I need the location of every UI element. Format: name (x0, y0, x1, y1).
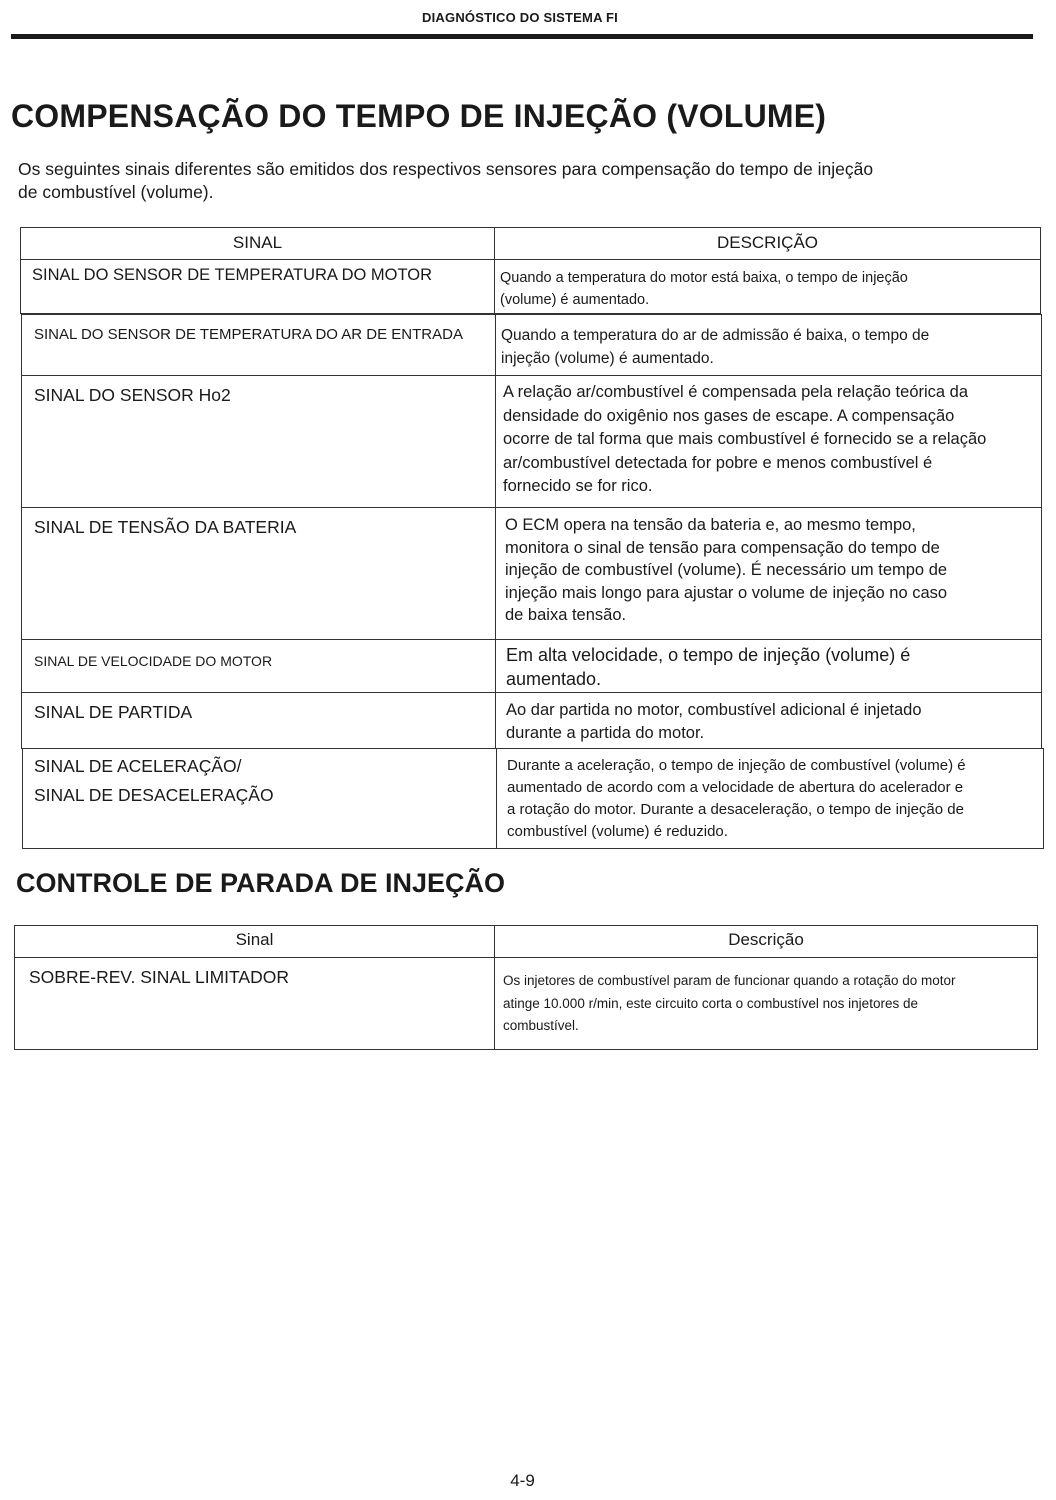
header-rule (11, 34, 1033, 39)
row-signal: SINAL DO SENSOR DE TEMPERATURA DO MOTOR (32, 266, 433, 284)
table-row (495, 507, 1042, 640)
table-row (21, 639, 496, 693)
row-description: A relação ar/combustível é compensada pela relação teórica da densidade do oxigênio nos gases de escape. A compensação ocorre de tal forma que mais combustível é fornecido se a relação ar/combustível detectada for pobre e menos combustível é fornecido se for rico. (503, 383, 987, 495)
table-row (494, 259, 1041, 314)
table-row (21, 692, 496, 749)
table-header-description: DESCRIÇÃO (716, 233, 819, 252)
table-row (20, 259, 495, 314)
row-description: Quando a temperatura do ar de admissão é baixa, o tempo de injeção (volume) é aumentado. (501, 327, 930, 367)
table-row (21, 314, 496, 376)
table-row (496, 748, 1044, 849)
table-row (494, 957, 1038, 1050)
table-header-signal: SINAL (232, 233, 283, 252)
row-description: O ECM opera na tensão da bateria e, ao mesmo tempo, monitora o sinal de tensão para compensação do tempo de injeção de combustível (volume). É necessário um tempo de injeção mais longo para ajustar o volume de injeção no caso de baixa tensão. (505, 516, 948, 624)
table-row (14, 957, 495, 1050)
page-header-title: DIAGNÓSTICO DO SISTEMA FI (422, 10, 618, 25)
row-description: Em alta velocidade, o tempo de injeção (volume) é aumentado. (506, 645, 911, 689)
section-title-injection-compensation: COMPENSAÇÃO DO TEMPO DE INJEÇÃO (VOLUME) (11, 98, 827, 134)
row-signal: SINAL DE VELOCIDADE DO MOTOR (34, 653, 273, 669)
table-header-cell-signal (20, 227, 495, 260)
row-signal: SINAL DE PARTIDA (34, 702, 193, 722)
row-description: Quando a temperatura do motor está baixa, o tempo de injeção (volume) é aumentado. (500, 270, 908, 308)
table-row (495, 639, 1042, 693)
table-row (495, 692, 1042, 749)
page-number: 4-9 (510, 1471, 535, 1490)
table-row (21, 507, 496, 640)
table-header-cell-description (494, 227, 1041, 260)
table-row (495, 314, 1042, 376)
row-signal: SOBRE-REV. SINAL LIMITADOR (29, 967, 289, 987)
intro-paragraph: Os seguintes sinais diferentes são emitidos dos respectivos sensores para compensação do tempo de injeção de combustível (volume). (18, 159, 874, 202)
section-title-injection-stop: CONTROLE DE PARADA DE INJEÇÃO (16, 868, 506, 898)
table-row (495, 375, 1042, 508)
row-description: Durante a aceleração, o tempo de injeção de combustível (volume) é aumentado de acordo com a velocidade de abertura do acelerador e a rotação do motor. Durante a desaceleração, o tempo de injeção de combustível (volume) é reduzido. (507, 757, 966, 840)
row-description: Os injetores de combustível param de funcionar quando a rotação do motor atinge 10.000 r/min, este circuito corta o combustível nos injetores de combustível. (503, 973, 956, 1033)
row-signal: SINAL DE ACELERAÇÃO/ SINAL DE DESACELERAÇÃO (34, 756, 274, 805)
table-row (22, 748, 497, 849)
table-header-cell-signal (14, 925, 495, 958)
row-signal: SINAL DO SENSOR DE TEMPERATURA DO AR DE ENTRADA (34, 326, 463, 343)
row-description: Ao dar partida no motor, combustível adicional é injetado durante a partida do motor. (506, 701, 922, 742)
row-signal: SINAL DO SENSOR Ho2 (34, 385, 231, 405)
table-row (21, 375, 496, 508)
table-header-cell-description (494, 925, 1038, 958)
table-header-description: Descrição (728, 930, 804, 949)
row-signal: SINAL DE TENSÃO DA BATERIA (34, 517, 297, 537)
table-header-signal: Sinal (235, 930, 274, 949)
